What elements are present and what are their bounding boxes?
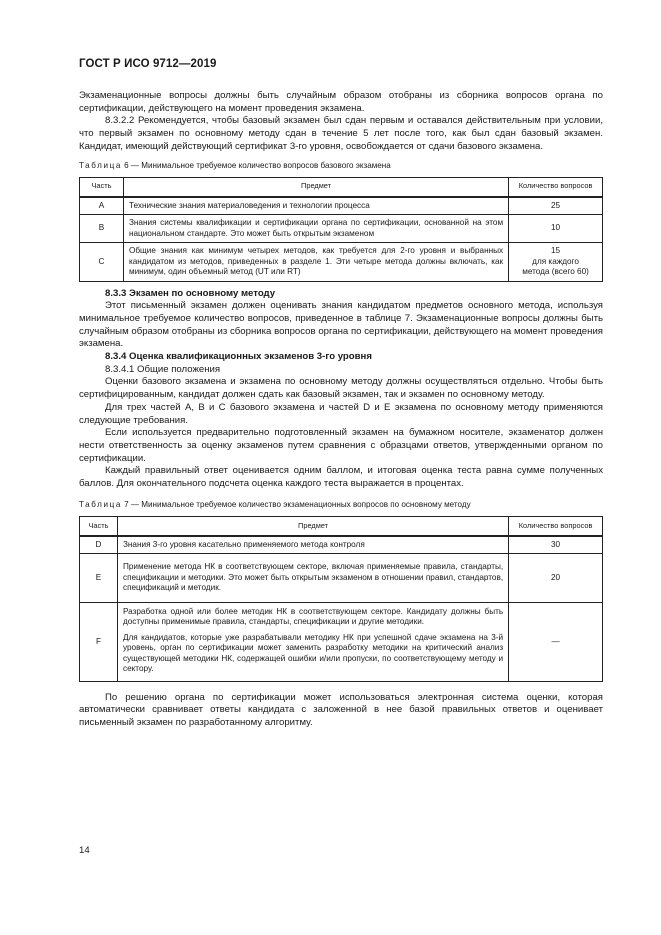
page-number: 14: [79, 845, 90, 856]
caption-text: 7 — Минимальное требуемое количество экзаменационных вопросов по основному методу: [121, 499, 471, 509]
table-row: [80, 554, 603, 603]
part-cell: E: [80, 554, 118, 603]
table6-caption: [79, 161, 603, 171]
paragraph: 8.3.2.2 Рекомендуется, чтобы базовый экзамен был сдан первым и оставался действительным при условии, что первый экзамен по основному методу сдан в течение 5 лет после того, как был сдан базовый экзамен. Кандидат, имеющий действующий сертификат 3-го уровня, освобождается от сдачи базового экзамена.: [79, 115, 603, 152]
part-cell: A: [80, 197, 124, 215]
subject-cell: Знания системы квалификации и сертификации органа по сертификации, основанной на этом национальном стандарте. Это может быть открытым экзаменом: [123, 215, 508, 243]
part-cell: D: [80, 536, 118, 554]
subject-cell: Применение метода НК в соответствующем секторе, включая применяемые правила, стандарты, спецификации и методики. Это может быть открытым экзаменом в отношении правил, стандартов, спецификаций и методик.: [117, 554, 508, 603]
count-line: для каждого: [532, 256, 579, 266]
part-cell: F: [80, 602, 118, 681]
paragraph: Этот письменный экзамен должен оценивать знания кандидатом предметов основного метода, используя минимальное требуемое количество вопросов, приведенное в таблице 7. Экзаменационные вопросы должны быть случайным образом отобраны из сборника вопросов органа по сертификации, действующего на момент проведения экзамена.: [79, 300, 603, 350]
count-cell: 25: [509, 197, 603, 215]
table-header-row: [80, 516, 603, 536]
paragraph: Экзаменационные вопросы должны быть случайным образом отобраны из сборника вопросов органа по сертификации, действующего на момент проведения экзамена.: [79, 90, 603, 114]
count-cell: [509, 243, 603, 282]
column-header: Часть: [80, 177, 124, 197]
caption-prefix: Таблица: [79, 160, 122, 170]
subject-cell: Общие знания как минимум четырех методов, как требуется для 2-го уровня и выбранных кандидатом из методов, приведенных в разделе 1. Эти четыре метода должны включать, как минимум, один объемный метод (UT или RT): [123, 243, 508, 282]
column-header: Предмет: [117, 516, 508, 536]
table-row: [80, 536, 603, 554]
subject-cell: [117, 602, 508, 681]
subject-cell: Знания 3-го уровня касательно применяемого метода контроля: [117, 536, 508, 554]
subject-paragraph: Разработка одной или более методик НК в соответствующем секторе. Кандидату должны быть доступны применимые правила, стандарты, спецификации и другие методики.: [122, 606, 504, 627]
count-cell: 30: [509, 536, 603, 554]
document-header: ГОСТ Р ИСО 9712—2019: [79, 58, 217, 70]
table6: [79, 177, 603, 282]
subject-paragraph: Для кандидатов, которые уже разрабатывали методику НК при успешной сдаче экзамена на 3-й уровень, орган по сертификации может заменить разработку методики на критический анализ существующей методики НК, содержащей ошибки и/или пропуски, по соответствующему методу и сектору.: [122, 632, 504, 674]
table-header-row: [80, 177, 603, 197]
count-cell: —: [509, 602, 603, 681]
table-row: [80, 197, 603, 215]
column-header: Предмет: [123, 177, 508, 197]
part-cell: B: [80, 215, 124, 243]
subject-cell: Технические знания материаловедения и технологии процесса: [123, 197, 508, 215]
paragraph: Каждый правильный ответ оценивается одним баллом, и итоговая оценка теста равна сумме полученных баллов. Для окончательного подсчета оценка каждого теста выражается в процентах.: [79, 465, 603, 490]
paragraph: Оценки базового экзамена и экзамена по основному методу должны осуществляться отдельно. Чтобы быть сертифицированным, кандидат должен сдать как базовый экзамен, так и экзамен по основному методу.: [79, 376, 603, 401]
part-cell: C: [80, 243, 124, 282]
table7: [79, 516, 603, 682]
count-cell: 10: [509, 215, 603, 243]
column-header: Количество вопросов: [509, 516, 603, 536]
count-cell: 20: [509, 554, 603, 603]
paragraph: Если используется предварительно подготовленный экзамен на бумажном носителе, экзаменатор должен нести ответственность за оценку экзаменов путем сравнения с образцами ответов, утвержденными органом по сертификации.: [79, 427, 603, 464]
count-line: 15: [551, 246, 561, 256]
caption-prefix: Таблица: [79, 499, 122, 509]
column-header: Часть: [80, 516, 118, 536]
table-row: [80, 243, 603, 282]
page-content: [79, 90, 603, 730]
table7-caption: [79, 500, 603, 510]
paragraph: По решению органа по сертификации может использоваться электронная система оценки, которая автоматически сравнивает ответы кандидата с заложенной в нее базой правильных ответов и оценивает письменный экзамен по разработанному алгоритму.: [79, 691, 603, 729]
section-heading: 8.3.3 Экзамен по основному методу: [105, 287, 276, 299]
caption-text: 6 — Минимальное требуемое количество вопросов базового экзамена: [121, 160, 391, 170]
table-row: [80, 602, 603, 681]
subsection-heading: 8.3.4.1 Общие положения: [105, 363, 221, 375]
section-heading: 8.3.4 Оценка квалификационных экзаменов 3-го уровня: [105, 351, 372, 363]
paragraph: Для трех частей A, B и C базового экзамена и частей D и E экзамена по основному методу применяются следующие требования.: [79, 401, 603, 426]
table-row: [80, 215, 603, 243]
column-header: Количество вопросов: [509, 177, 603, 197]
count-line: метода (всего 60): [522, 267, 589, 277]
